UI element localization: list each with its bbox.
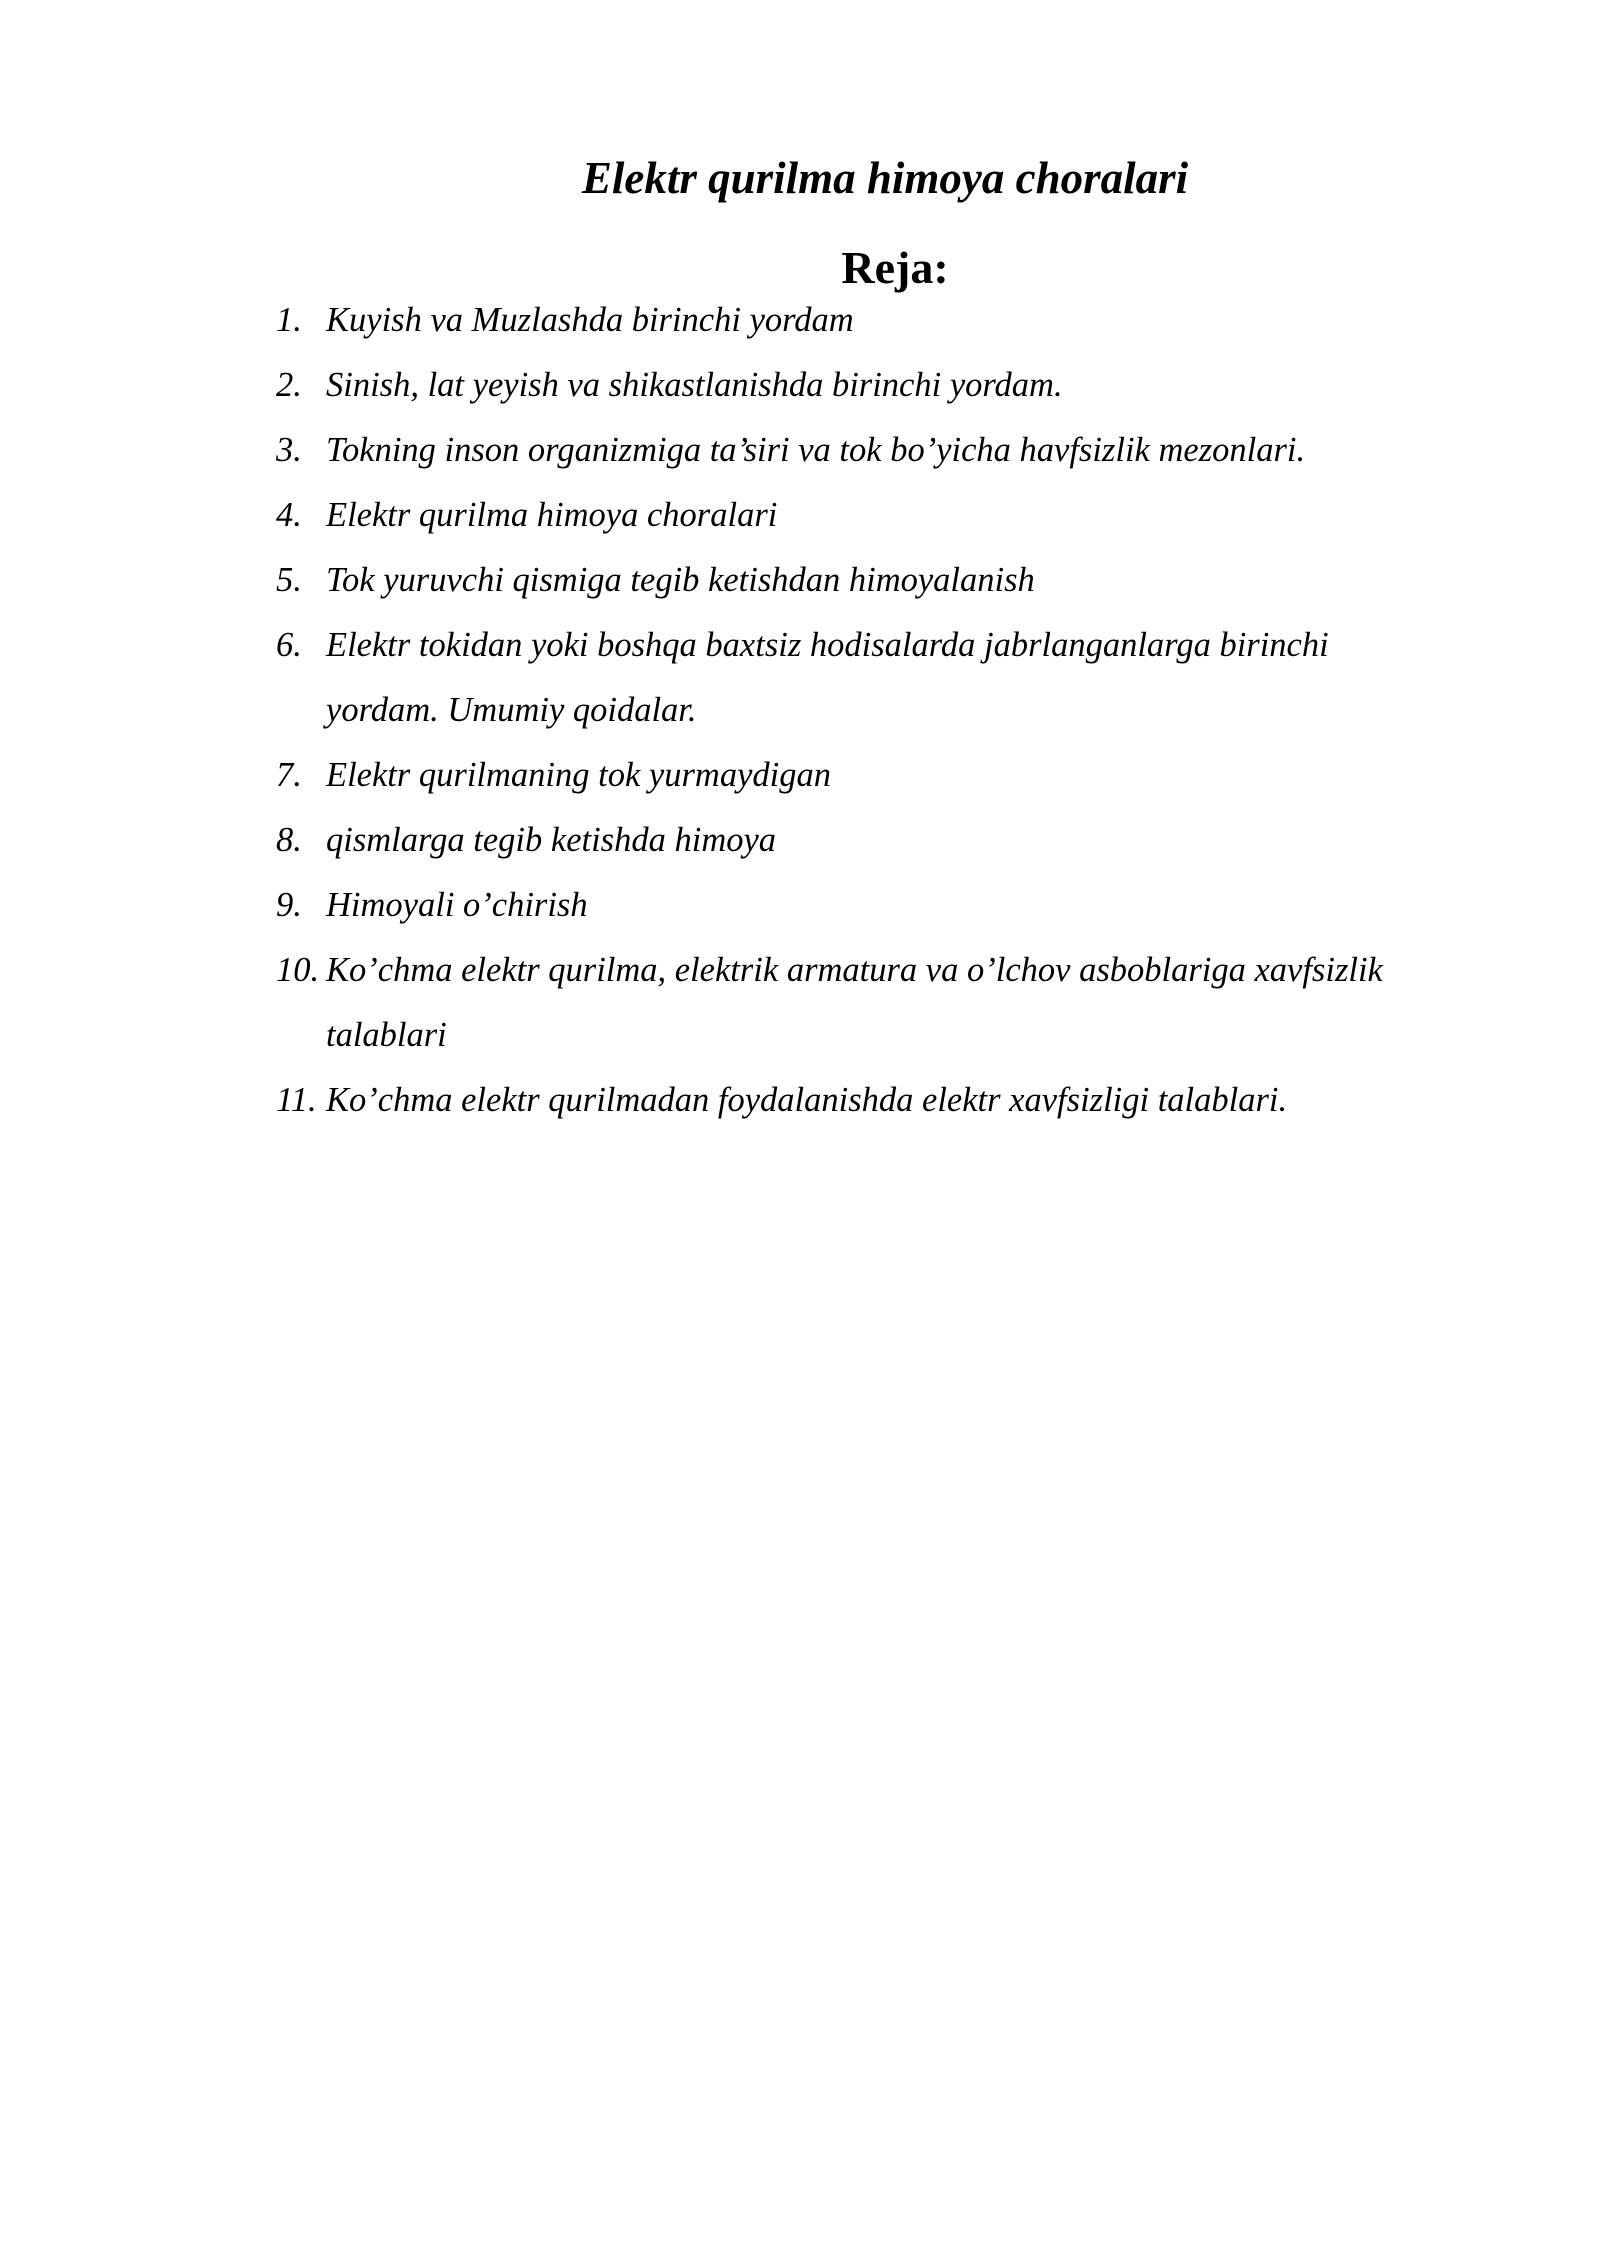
- plan-item: [276, 1068, 1506, 1133]
- plan-item: [276, 418, 1506, 483]
- plan-item: [276, 483, 1506, 548]
- document-title: Elektr qurilma himoya choralari: [581, 153, 1189, 203]
- plan-item: [276, 743, 1506, 808]
- plan-item: [276, 873, 1506, 938]
- plan-item-number: 3.: [276, 431, 302, 469]
- plan-item-number: 1.: [276, 301, 302, 339]
- plan-item: [276, 548, 1506, 613]
- plan-item-number: 6.: [276, 626, 302, 664]
- plan-item-number: 8.: [276, 821, 302, 859]
- plan-item-text: Kuyish va Muzlashda birinchi yordam: [326, 301, 854, 339]
- plan-item-number: 5.: [276, 561, 302, 599]
- plan-item: [276, 613, 1506, 743]
- plan-item-number: 7.: [276, 756, 302, 794]
- plan-item: [276, 938, 1506, 1068]
- plan-list: [276, 288, 1506, 1133]
- plan-item-number: 4.: [276, 496, 302, 534]
- plan-item-number: 2.: [276, 366, 302, 404]
- plan-item-text: talablari: [326, 1016, 447, 1054]
- plan-item-number: 10.: [276, 951, 320, 989]
- plan-item: [276, 353, 1506, 418]
- plan-item-text: Ko’chma elektr qurilma, elektrik armatura va o’lchov asboblariga xavfsizlik: [326, 951, 1383, 989]
- plan-item-text: Elektr qurilma himoya choralari: [326, 496, 778, 534]
- plan-item-text: qismlarga tegib ketishda himoya: [326, 821, 777, 859]
- plan-item: [276, 288, 1506, 353]
- plan-item-text: Elektr tokidan yoki boshqa baxtsiz hodisalarda jabrlanganlarga birinchi: [326, 626, 1329, 664]
- plan-item-text: Ko’chma elektr qurilmadan foydalanishda elektr xavfsizligi talablari.: [326, 1081, 1288, 1119]
- plan-item-text: Sinish, lat yeyish va shikastlanishda birinchi yordam.: [326, 366, 1063, 404]
- plan-item-text: Elektr qurilmaning tok yurmaydigan: [326, 756, 831, 794]
- plan-item-number: 11.: [276, 1081, 317, 1119]
- plan-item-number: 9.: [276, 886, 302, 924]
- plan-heading: Reja:: [841, 242, 949, 293]
- plan-item-text: yordam. Umumiy qoidalar.: [326, 691, 697, 729]
- plan-item-text: Tok yuruvchi qismiga tegib ketishdan himoyalanish: [326, 561, 1035, 599]
- plan-item: [276, 808, 1506, 873]
- plan-item-text: Himoyali o’chirish: [326, 886, 588, 924]
- plan-item-text: Tokning inson organizmiga ta’siri va tok bo’yicha havfsizlik mezonlari.: [326, 431, 1306, 469]
